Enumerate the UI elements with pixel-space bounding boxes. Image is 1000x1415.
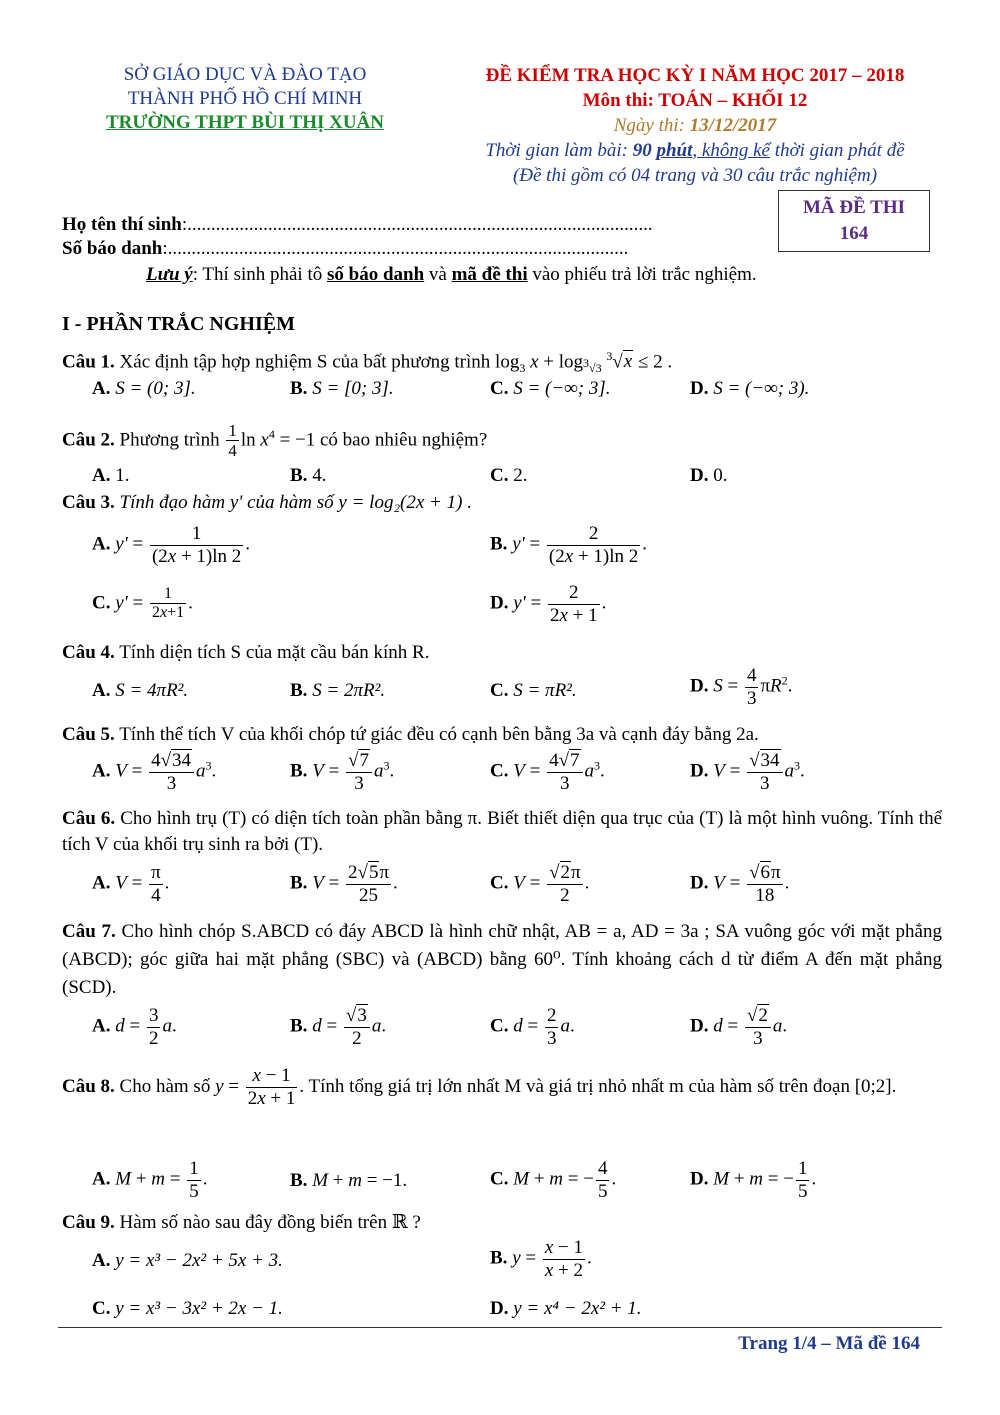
q6-option-d: D. V = $\frac{√6\pi}{18}$ . xyxy=(690,862,790,906)
note-bold-1: số báo danh xyxy=(326,264,425,285)
exam-time-line xyxy=(440,138,950,163)
q8-text: Cho hàm số xyxy=(114,1076,216,1097)
question-4 xyxy=(62,640,942,666)
q2-d-text: 0. xyxy=(713,465,728,486)
q8-option-b: B. M + m = −1. xyxy=(290,1170,408,1191)
option-letter: A. xyxy=(92,533,111,555)
q1-a-text: S = (0; 3]. xyxy=(115,378,196,399)
option-letter: A. xyxy=(92,1250,111,1271)
exam-code: 164 xyxy=(839,223,869,244)
q4-label: Câu 4. xyxy=(62,642,115,663)
option-letter: B. xyxy=(290,680,308,701)
page-footer: Trang 1/4 – Mã đề 164 xyxy=(738,1333,920,1354)
q5-option-d: D. V = $\frac{√34}{3}$ $a^3$. xyxy=(690,750,805,794)
q4-option-d: D. S = $\frac{4}{3}$ $\pi R^2$. xyxy=(690,665,793,709)
option-letter: B. xyxy=(490,533,508,555)
exam-code-box xyxy=(778,190,930,252)
q2-b-text: 4. xyxy=(312,465,327,486)
q5-text: Tính thể tích V của khối chóp tứ giác đều có cạnh bên bằng 3a và cạnh đáy bằng 2a. xyxy=(114,724,759,745)
q5-option-a: A. V = $\frac{4√34}{3}$ $a^3$. xyxy=(92,750,217,794)
q7-option-b: B. d = $\frac{√3}{2}$ a. xyxy=(290,1005,387,1049)
q7-text: Cho hình chóp S.ABCD có đáy ABCD là hình chữ nhật, AB = a, AD = 3a ; SA vuông góc với mặt phẳng (ABCD); góc giữa hai mặt phẳng (SBC) và (ABCD) bằng 60⁰. Tính khoảng cách d từ điểm A đến mặt phẳng (SCD). xyxy=(62,921,942,998)
q7-option-c: C. d = $\frac{2}{3}$ a. xyxy=(490,1005,575,1049)
q2-text: Phương trình xyxy=(114,429,225,451)
option-letter: A. xyxy=(92,378,111,399)
q6-text: Cho hình trụ (T) có diện tích toàn phần bằng π. Biết thiết diện qua trục của (T) là một hình vuông. Tính thể tích V của khối trụ sinh ra bởi (T). xyxy=(62,808,943,855)
q7-label: Câu 7. xyxy=(62,921,116,942)
q9-label: Câu 9. xyxy=(62,1212,115,1233)
q1-text: Xác định tập hợp nghiệm S của bất phương trình xyxy=(114,351,496,373)
q7-option-d: D. d = $\frac{√2}{3}$ a. xyxy=(690,1005,788,1049)
q2-option-a xyxy=(92,465,129,487)
q1-option-d xyxy=(690,378,809,400)
exam-date-line xyxy=(440,113,950,138)
q4-b-text: S = 2πR². xyxy=(312,680,386,701)
q1-c-text: S = (−∞; 3]. xyxy=(513,378,611,399)
note-text-2: và xyxy=(424,264,452,285)
option-letter: C. xyxy=(92,592,111,614)
q9-d-text: y = x⁴ − 2x² + 1. xyxy=(513,1298,642,1319)
q5-option-c: C. V = $\frac{4√7}{3}$ $a^3$. xyxy=(490,750,605,794)
city-name: THÀNH PHỐ HỒ CHÍ MINH xyxy=(127,88,363,109)
student-name-label: Họ tên thí sinh xyxy=(62,214,182,235)
option-letter: D. xyxy=(690,1015,709,1037)
q5-option-b: B. V = $\frac{√7}{3}$ $a^3$. xyxy=(290,750,395,794)
question-8: Câu 8. Cho hàm số y = $\frac{x - 1}{2x + 1}$ . Tính tổng giá trị lớn nhất M và giá trị nhỏ nhất m của hàm số trên đoạn [0;2]. xyxy=(62,1065,897,1110)
q9-text: Hàm số nào sau đây đồng biến trên ℝ ? xyxy=(114,1212,421,1233)
q9-option-b: B. y = $\frac{x - 1}{x + 2}$ . xyxy=(490,1237,592,1281)
q8-text-2: . Tính tổng giá trị lớn nhất M và giá trị nhỏ nhất m của hàm số trên đoạn [0;2]. xyxy=(299,1076,897,1097)
option-letter: A. xyxy=(92,1015,111,1037)
note-text-1: : Thí sinh phải tô xyxy=(192,264,327,285)
time-value: 90 xyxy=(632,140,652,161)
option-letter: A. xyxy=(92,465,111,486)
q1-b-text: S = [0; 3]. xyxy=(312,378,394,399)
q4-option-a xyxy=(92,680,188,702)
pages-note: (Đề thi gồm có 04 trang và 30 câu trắc nghiệm) xyxy=(512,165,878,186)
q6-option-c: C. V = $\frac{√2\pi}{2}$ . xyxy=(490,862,590,906)
school-name: TRƯỜNG THPT BÙI THỊ XUÂN xyxy=(105,112,384,133)
q2-label: Câu 2. xyxy=(62,429,115,451)
option-letter: C. xyxy=(490,378,509,399)
option-letter: A. xyxy=(92,680,111,701)
exam-subject: Môn thi: TOÁN – KHỐI 12 xyxy=(582,90,808,111)
header-left xyxy=(70,63,420,135)
section-title: I - PHẦN TRẮC NGHIỆM xyxy=(62,313,295,335)
q2-c-text: 2. xyxy=(513,465,528,486)
note-label: Lưu ý xyxy=(146,264,193,285)
option-letter: D. xyxy=(490,1298,509,1319)
option-letter: B. xyxy=(490,1247,508,1269)
time-post: thời gian phát đề xyxy=(769,140,905,161)
option-letter: D. xyxy=(690,1168,709,1190)
q2-option-d xyxy=(690,465,727,487)
footer-divider xyxy=(58,1327,942,1328)
option-letter: D. xyxy=(690,378,709,399)
q4-text: Tính diện tích S của mặt cầu bán kính R. xyxy=(114,642,430,663)
q9-option-a xyxy=(92,1250,283,1272)
question-1: Câu 1. Xác định tập hợp nghiệm S của bất phương trình $\log_3 x + \log_{^3√3} ^3√x \le 2$ . xyxy=(62,349,673,376)
q4-c-text: S = πR². xyxy=(513,680,577,701)
q9-c-text: y = x³ − 3x² + 2x − 1. xyxy=(115,1298,283,1319)
option-letter: C. xyxy=(490,1015,509,1037)
option-letter: D. xyxy=(490,592,509,614)
option-letter: A. xyxy=(92,872,111,894)
q4-a-text: S = 4πR². xyxy=(115,680,189,701)
question-5 xyxy=(62,722,942,748)
question-6 xyxy=(62,806,942,858)
option-letter: C. xyxy=(490,760,509,782)
q3-label: Câu 3. xyxy=(62,492,115,513)
option-letter: B. xyxy=(290,378,308,399)
option-letter: D. xyxy=(690,760,709,782)
option-letter: B. xyxy=(290,872,308,894)
student-name-line: Họ tên thí sinh:.................................................................................................. xyxy=(62,214,653,235)
q1-label: Câu 1. xyxy=(62,351,115,373)
q3-option-a: A. y' = $\frac{1}{(2x + 1)\ln 2}$ . xyxy=(92,523,251,567)
q3-option-d: D. y' = $\frac{2}{2x + 1}$ . xyxy=(490,582,607,626)
student-id-label: Số báo danh xyxy=(62,238,163,259)
q5-label: Câu 5. xyxy=(62,724,115,745)
q1-option-a xyxy=(92,378,196,400)
header-right xyxy=(440,63,950,188)
note-line xyxy=(146,264,757,286)
option-letter: D. xyxy=(690,675,709,697)
question-2: Câu 2. Phương trình $\frac{1}{4}$ $\ln x^4 = -1$ có bao nhiêu nghiệm? xyxy=(62,420,488,461)
q9-option-d xyxy=(490,1298,642,1320)
q1-option-b xyxy=(290,378,394,400)
q2-a-text: 1. xyxy=(115,465,130,486)
date-label: Ngày thi: xyxy=(613,115,690,136)
exam-title: ĐỀ KIỂM TRA HỌC KỲ I NĂM HỌC 2017 – 2018 xyxy=(485,65,905,86)
q2-text-2: có bao nhiêu nghiệm? xyxy=(320,429,488,451)
department-name: SỞ GIÁO DỤC VÀ ĐÀO TẠO xyxy=(123,64,367,85)
question-9 xyxy=(62,1210,942,1236)
q6-label: Câu 6. xyxy=(62,808,116,829)
q3-text: Tính đạo hàm y' của hàm số y = log₂(2x + 1) . xyxy=(114,492,472,513)
q3-option-c: C. y' = $\frac{1}{2x+1}$ . xyxy=(92,585,193,622)
option-letter: C. xyxy=(490,872,509,894)
option-letter: A. xyxy=(92,760,111,782)
time-unit: phút xyxy=(656,140,693,161)
q7-option-a: A. d = $\frac{3}{2}$ a. xyxy=(92,1005,177,1049)
option-letter: B. xyxy=(290,465,308,486)
option-letter: C. xyxy=(490,1168,509,1190)
q1-d-text: S = (−∞; 3). xyxy=(713,378,810,399)
q2-option-b xyxy=(290,465,326,487)
q9-option-c xyxy=(92,1298,283,1320)
option-letter: D. xyxy=(690,872,709,894)
q8-label: Câu 8. xyxy=(62,1076,115,1097)
note-bold-2: mã đề thi xyxy=(451,264,528,285)
q2-option-c xyxy=(490,465,527,487)
q8-option-c: C. M + m = − $\frac{4}{5}$ . xyxy=(490,1158,617,1202)
q4-option-b xyxy=(290,680,385,702)
option-letter: D. xyxy=(690,465,709,486)
q6-option-b: B. V = $\frac{2√5\pi}{25}$ . xyxy=(290,862,398,906)
question-3 xyxy=(62,490,942,516)
q4-option-c xyxy=(490,680,577,702)
q6-option-a: A. V = $\frac{\pi}{4}$ . xyxy=(92,862,170,906)
q1-option-c xyxy=(490,378,610,400)
q8-option-a: A. M + m = $\frac{1}{5}$ . xyxy=(92,1158,208,1202)
q3-option-b: B. y' = $\frac{2}{(2x + 1)\ln 2}$ . xyxy=(490,523,647,567)
q8-option-d: D. M + m = − $\frac{1}{5}$ . xyxy=(690,1158,817,1202)
note-text-3: vào phiếu trả lời trắc nghiệm. xyxy=(527,264,757,285)
option-letter: C. xyxy=(490,465,509,486)
time-label: Thời gian làm bài: xyxy=(485,140,633,161)
option-letter: C. xyxy=(490,680,509,701)
q9-a-text: y = x³ − 2x² + 5x + 3. xyxy=(115,1250,283,1271)
exam-date: 13/12/2017 xyxy=(689,115,777,136)
exam-code-label: MÃ ĐỀ THI xyxy=(802,197,906,218)
option-letter: A. xyxy=(92,1168,111,1190)
option-letter: B. xyxy=(290,760,308,782)
question-7 xyxy=(62,918,942,1002)
option-letter: B. xyxy=(290,1015,308,1037)
time-mid: , không kể xyxy=(692,140,770,161)
student-id-line: Số báo danh:................................................................................................. xyxy=(62,238,629,259)
option-letter: C. xyxy=(92,1298,111,1319)
option-letter: B. xyxy=(290,1170,308,1191)
